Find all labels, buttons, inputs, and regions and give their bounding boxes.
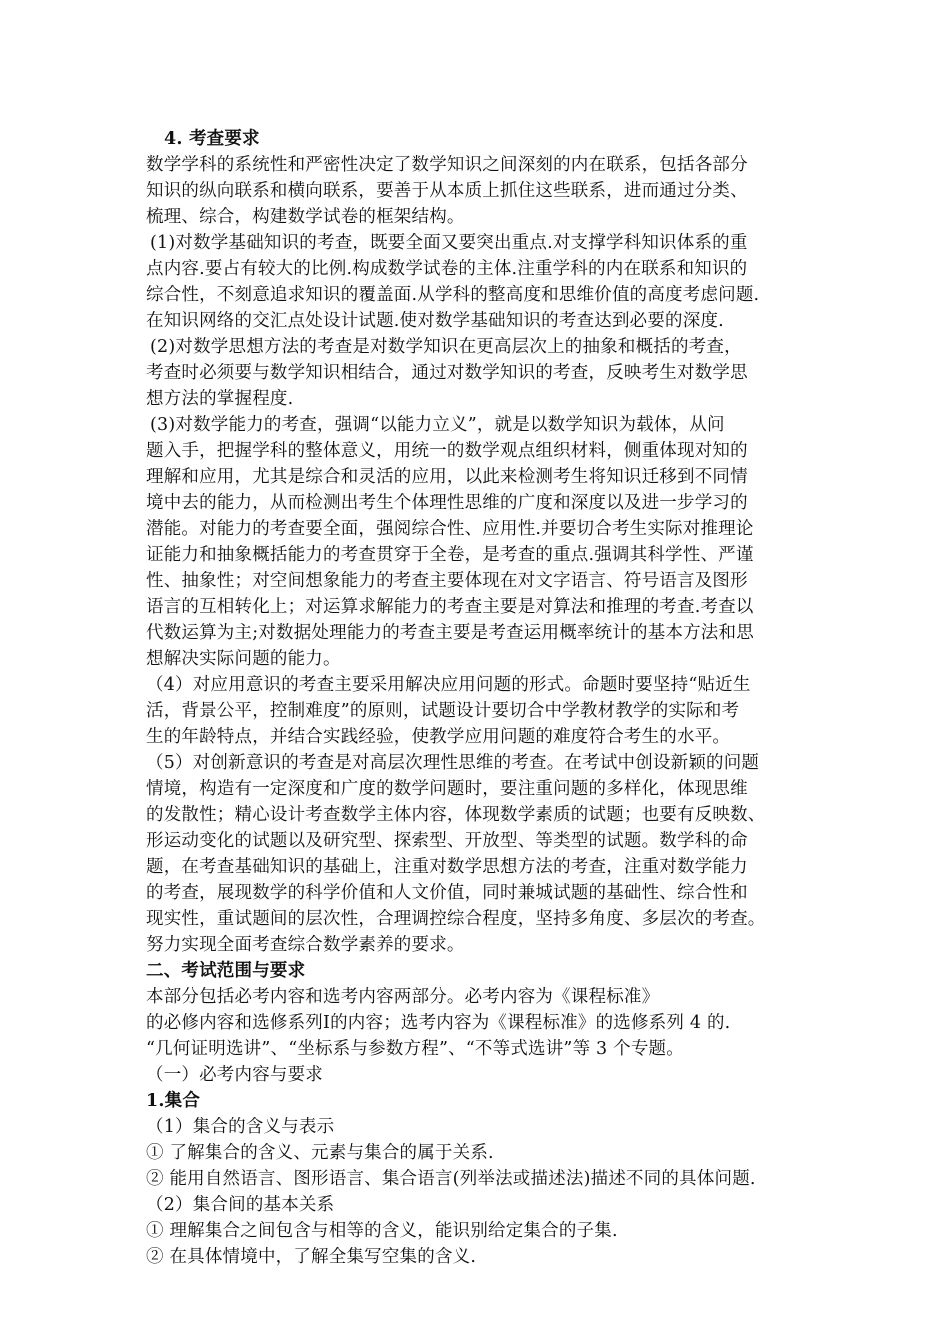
paragraph-2 [146,334,836,412]
paragraph-5 [146,750,836,958]
text-line: 题入手，把握学科的整体意义，用统一的数学观点组织材料，侧重体现对知的 [146,441,748,461]
text-line: 考查时必须要与数学知识相结合，通过对数学知识的考查，反映考生对数学思 [146,363,748,383]
text-line: 生的年龄特点，并结合实践经验，使教学应用问题的难度符合考生的水平。 [146,727,731,747]
text-line: 理解和应用，尤其是综合和灵活的应用，以此来检测考生将知识迁移到不同情 [146,467,748,487]
text-line: (2)对数学思想方法的考查是对数学知识在更高层次上的抽象和概括的考查， [150,337,742,357]
text-line: 现实性，重试题间的层次性，合理调控综合程度，坚持多角度、多层次的考查。 [146,909,766,929]
text-line: 点内容.要占有较大的比例.构成数学试卷的主体.注重学科的内在联系和知识的 [146,259,748,279]
section-4-heading: 4. 考查要求 [164,129,260,149]
text-line: 的发散性；精心设计考查数学主体内容，体现数学素质的试题；也要有反映数、 [146,805,766,825]
text-line: 语言的互相转化上；对运算求解能力的考查主要是对算法和推理的考查.考查以 [146,597,754,617]
paragraph-4 [146,672,836,750]
item-1-sub-2-heading: （2）集合间的基本关系 [146,1195,335,1215]
text-line: 潜能。对能力的考查要全面，强阅综合性、应用性.并要切合考生实际对推理论 [146,519,754,539]
text-line: （5）对创新意识的考查是对高层次理性思维的考查。在考试中创设新颖的问题 [146,753,760,773]
text-line: 想解决实际问题的能力。 [146,649,341,669]
text-line: 性、抽象性；对空间想象能力的考查主要体现在对文字语言、符号语言及图形 [146,571,748,591]
text-line: 想方法的掌握程度. [146,389,294,409]
text-line: 题，在考查基础知识的基础上，注重对数学思想方法的考查，注重对数学能力 [146,857,748,877]
paragraph-1 [146,230,836,334]
text-line: 数学学科的系统性和严密性决定了数学知识之间深刻的内在联系，包括各部分 [146,155,748,175]
paragraph-3 [146,412,836,672]
section-2-intro [146,984,836,1062]
text-line: 在知识网络的交汇点处设计试题.使对数学基础知识的考查达到必要的深度. [146,311,724,331]
text-line: “几何证明选讲”、“坐标系与参数方程”、“不等式选讲”等 3 个专题。 [146,1039,684,1059]
list-item: ② 能用自然语言、图形语言、集合语言(列举法或描述法)描述不同的具体问题. [146,1169,756,1189]
text-line: (3)对数学能力的考查，强调“以能力立义”，就是以数学知识为载体，从问 [150,415,725,435]
text-line: 境中去的能力，从而检测出考生个体理性思维的广度和深度以及进一步学习的 [146,493,748,513]
list-item: ① 理解集合之间包含与相等的含义，能识别给定集合的子集. [146,1221,618,1241]
text-line: （4）对应用意识的考查主要采用解决应用问题的形式。命题时要坚持“贴近生 [146,675,751,695]
text-line: 活，背景公平，控制难度”的原则，试题设计要切合中学教材教学的实际和考 [146,701,740,721]
list-item: ① 了解集合的含义、元素与集合的属于关系. [146,1143,494,1163]
subsection-heading: （一）必考内容与要求 [146,1065,323,1085]
text-line: 知识的纵向联系和横向联系，要善于从本质上抓住这些联系，进而通过分类、 [146,181,748,201]
section-2-heading: 二、考试范围与要求 [146,961,306,981]
text-line: 形运动变化的试题以及研究型、探索型、开放型、等类型的试题。数学科的命 [146,831,748,851]
text-line: 本部分包括必考内容和选考内容两部分。必考内容为《课程标准》 [146,987,660,1007]
text-line: 证能力和抽象概括能力的考查贯穿于全卷，是考查的重点.强调其科学性、严谨 [146,545,754,565]
section-4-intro [146,152,836,230]
text-line: 的必修内容和选修系列Ⅰ的内容；选考内容为《课程标准》的选修系列 4 的. [146,1013,731,1033]
item-1-sub-1-heading: （1）集合的含义与表示 [146,1117,335,1137]
document-page [146,126,836,1270]
text-line: 代数运算为主;对数据处理能力的考查主要是考查运用概率统计的基本方法和思 [146,623,754,643]
text-line: 梳理、综合，构建数学试卷的框架结构。 [146,207,465,227]
text-line: 努力实现全面考查综合数学素养的要求。 [146,935,465,955]
text-line: 综合性，不刻意追求知识的覆盖面.从学科的整高度和思维价值的高度考虑问题. [146,285,760,305]
text-line: (1)对数学基础知识的考查，既要全面又要突出重点.对支撑学科知识体系的重 [150,233,748,253]
item-1-heading: 1.集合 [146,1091,201,1111]
list-item: ② 在具体情境中，了解全集写空集的含义. [146,1247,477,1267]
text-line: 的考查，展现数学的科学价值和人文价值，同时兼城试题的基础性、综合性和 [146,883,748,903]
text-line: 情境，构造有一定深度和广度的数学问题时，要注重问题的多样化，体现思维 [146,779,748,799]
